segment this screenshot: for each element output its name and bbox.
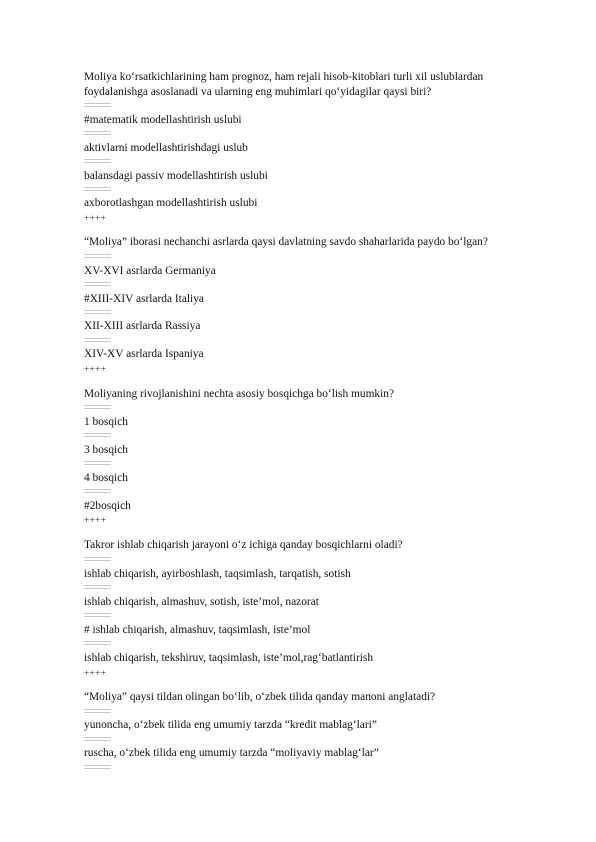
- separator: [84, 557, 111, 561]
- question-4-line-1: Takror ishlab chiqarish jarayoni o‘z ichiga qanday bosqichlarni oladi?: [84, 539, 403, 551]
- separator: [84, 405, 111, 409]
- question-2-line-1: “Moliya” iborasi nechanchi asrlarda qaysi davlatning savdo shaharlarida paydo bo‘lgan?: [84, 236, 488, 248]
- question-5-option-1: yunoncha, o‘zbek tilida eng umumiy tarzda “kredit mablag‘lari”: [84, 719, 377, 731]
- question-2-option-2: #XIII-XIV asrlarda Italiya: [84, 293, 204, 305]
- question-2-option-1: XV-XVI asrlarda Germaniya: [84, 265, 216, 277]
- question-5-option-2: ruscha, o‘zbek tilida eng umumiy tarzda “moliyaviy mablag‘lar”: [84, 747, 379, 759]
- question-1-option-4: axborotlashgan modellashtirish uslubi: [84, 197, 258, 209]
- separator: [84, 489, 111, 493]
- separator: [84, 433, 111, 437]
- separator: [84, 310, 111, 314]
- separator: [84, 282, 111, 286]
- question-3-end-marker: ++++: [84, 515, 107, 525]
- separator: [84, 765, 111, 769]
- question-1-line-1: Moliya ko‘rsatkichlarining ham prognoz, ham rejali hisob-kitoblari turli xil uslublardan: [84, 71, 484, 83]
- question-1-option-2: aktivlarni modellashtirishdagi uslub: [84, 142, 248, 154]
- separator: [84, 254, 111, 258]
- question-4-option-3: # ishlab chiqarish, almashuv, taqsimlash, iste’mol: [84, 624, 311, 636]
- separator: [84, 461, 111, 465]
- question-4-option-2: ishlab chiqarish, almashuv, sotish, iste’mol, nazorat: [84, 596, 319, 608]
- separator: [84, 159, 111, 163]
- separator: [84, 187, 111, 191]
- question-3-line-1: Moliyaning rivojlanishini nechta asosiy bosqichga bo‘lish mumkin?: [84, 388, 395, 400]
- question-1-option-1: #matematik modellashtirish uslubi: [84, 114, 242, 126]
- question-3-option-4: #2bosqich: [84, 500, 131, 512]
- separator: [84, 103, 111, 107]
- separator: [84, 641, 111, 645]
- question-1-end-marker: ++++: [84, 213, 107, 223]
- question-3-option-2: 3 bosqich: [84, 444, 128, 456]
- separator: [84, 131, 111, 135]
- question-4-option-1: ishlab chiqarish, ayirboshlash, taqsimlash, tarqatish, sotish: [84, 568, 351, 580]
- question-5-line-1: “Moliya” qaysi tildan olingan bo‘lib, o‘zbek tilida qanday manoni anglatadi?: [84, 691, 436, 703]
- question-2-option-4: XIV-XV asrlarda Ispaniya: [84, 348, 204, 360]
- separator: [84, 613, 111, 617]
- separator: [84, 709, 111, 713]
- question-4-option-4: ishlab chiqarish, tekshiruv, taqsimlash, iste’mol,rag‘batlantirish: [84, 652, 374, 664]
- question-3-option-3: 4 bosqich: [84, 472, 128, 484]
- question-4-end-marker: ++++: [84, 668, 107, 678]
- separator: [84, 338, 111, 342]
- separator: [84, 585, 111, 589]
- separator: [84, 737, 111, 741]
- question-2-end-marker: ++++: [84, 364, 107, 374]
- question-1-line-2: foydalanishga asoslanadi va ularning eng muhimlari qo‘yidagilar qaysi biri?: [84, 86, 432, 98]
- question-1-option-3: balansdagi passiv modellashtirish uslubi: [84, 170, 268, 182]
- question-3-option-1: 1 bosqich: [84, 416, 128, 428]
- question-2-option-3: XII-XIII asrlarda Rassiya: [84, 320, 201, 332]
